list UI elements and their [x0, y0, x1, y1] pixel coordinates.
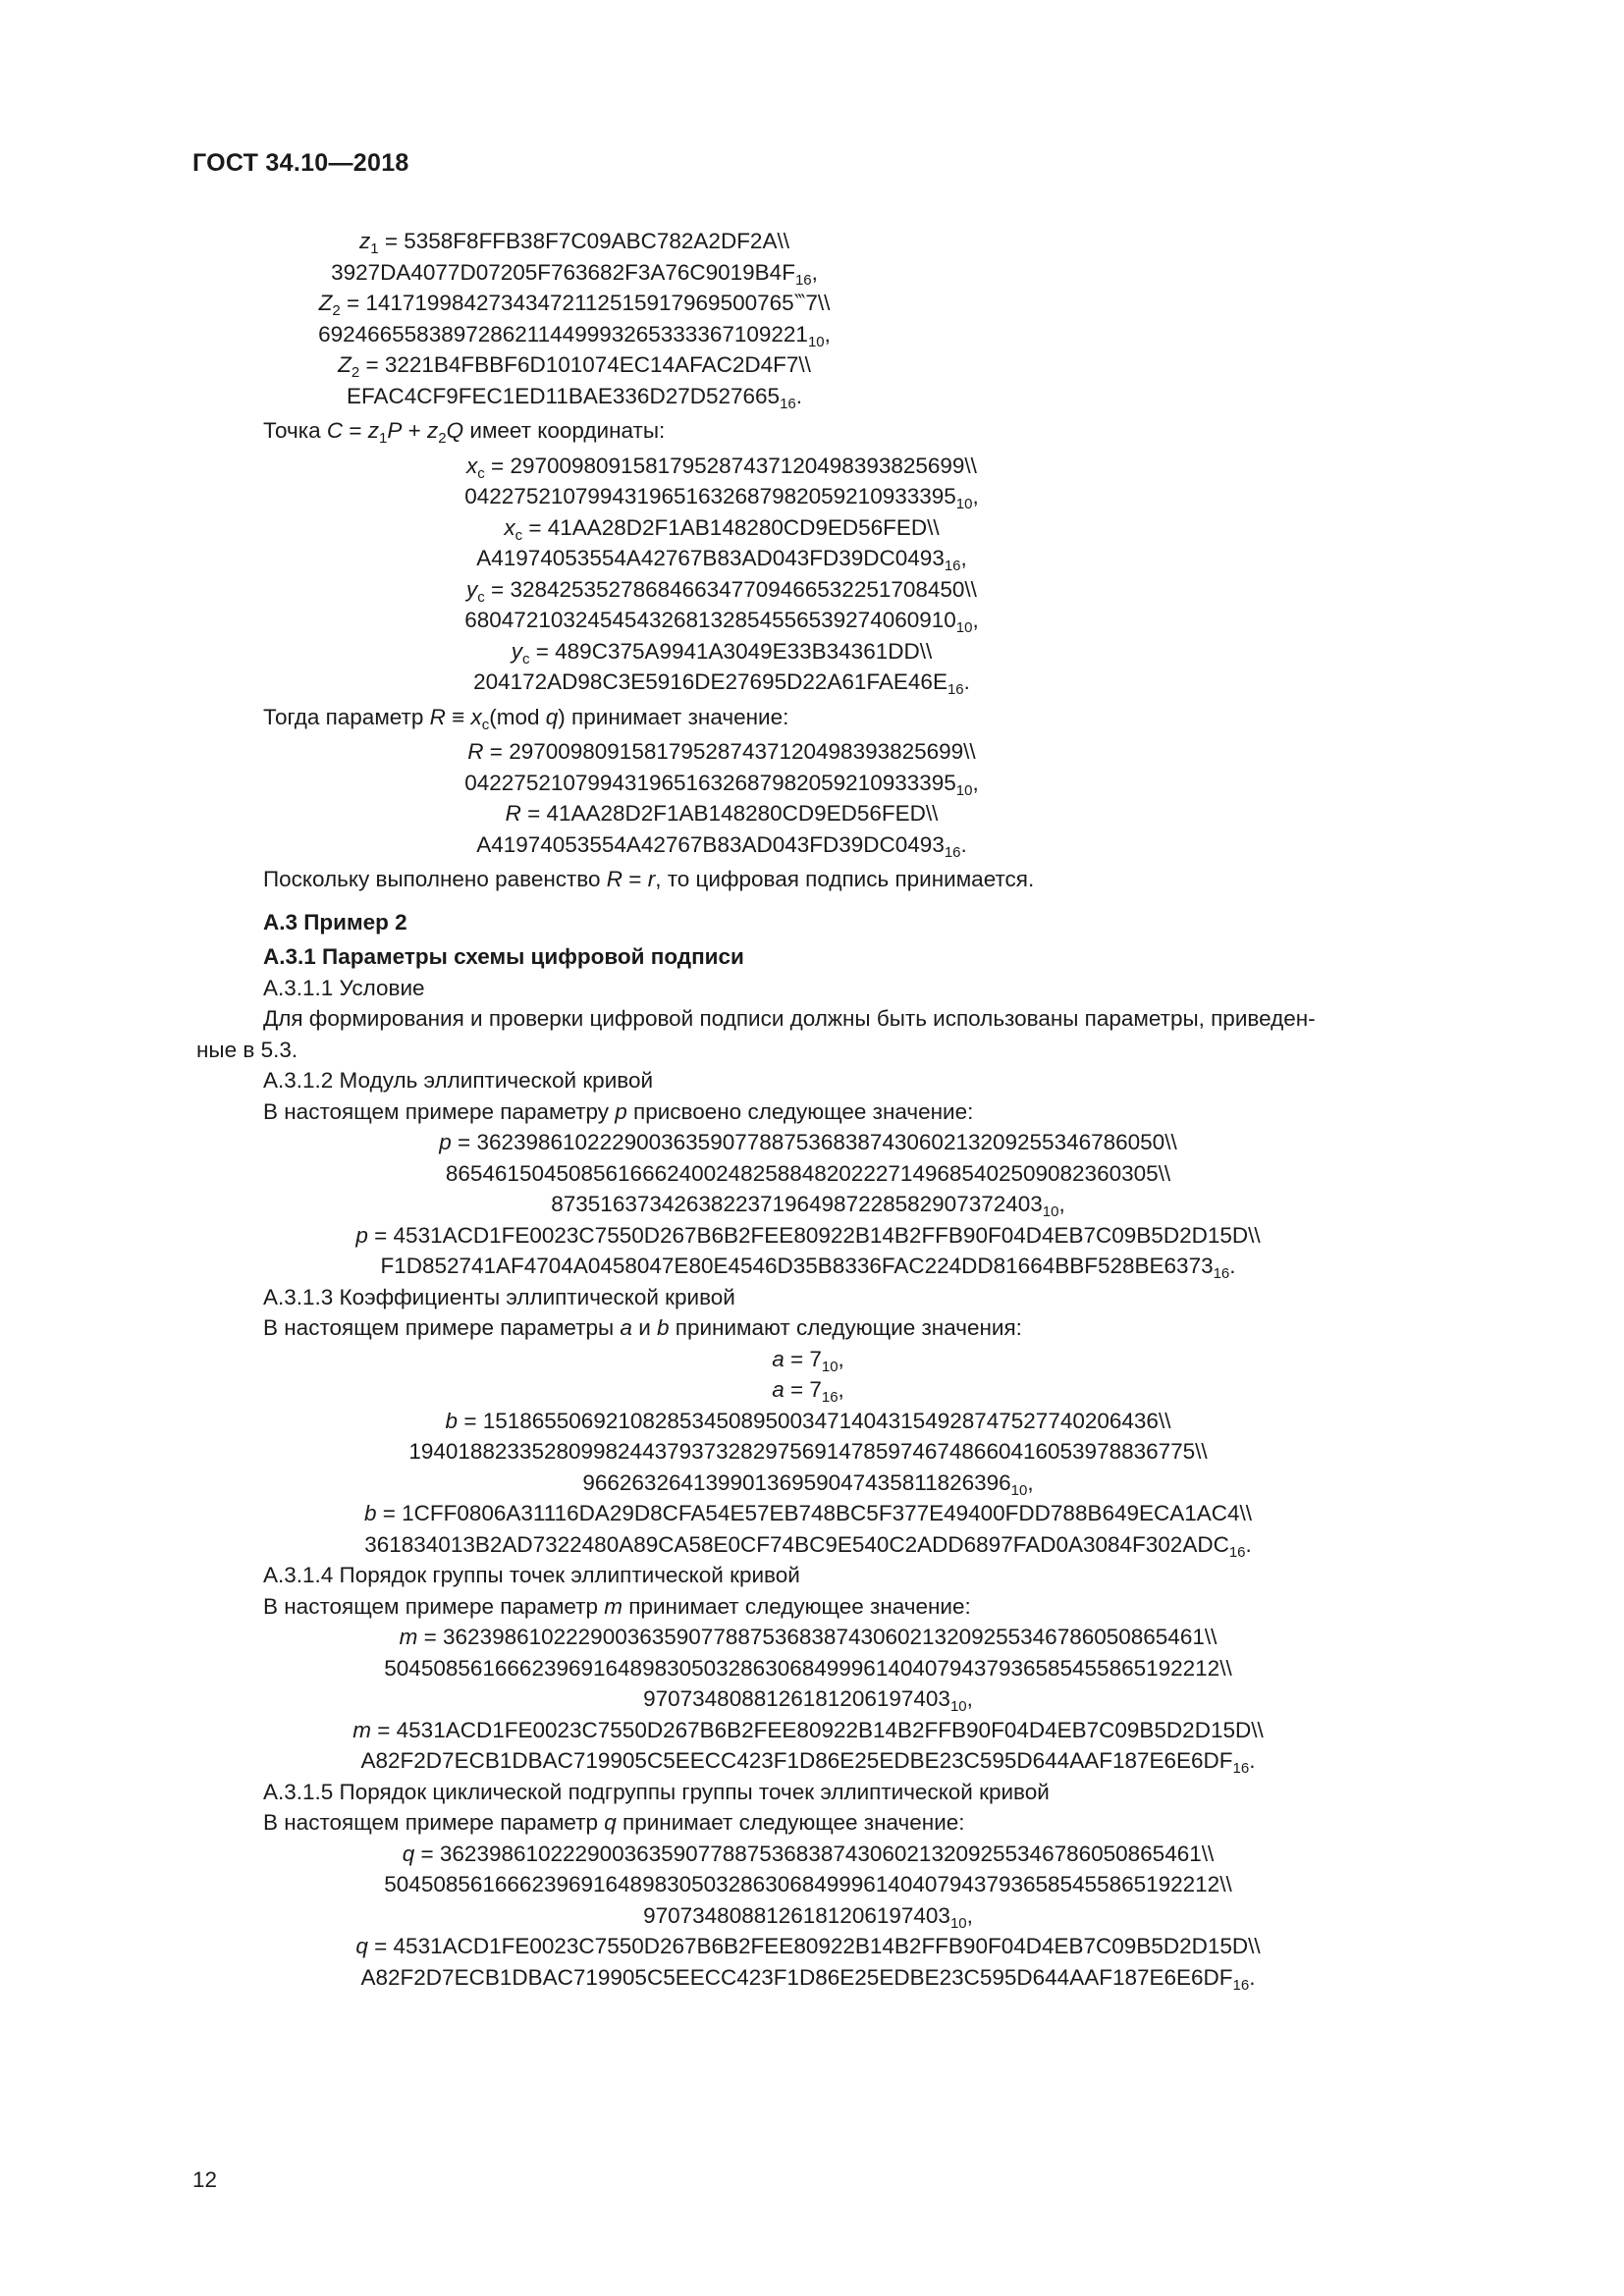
document-header: ГОСТ 34.10—2018	[192, 149, 409, 177]
formula-line: $x_c$ = 2970098091581795287437120498393825699\\	[466, 453, 977, 482]
page-number: 12	[192, 2167, 218, 2192]
formula-line: $A41974053554A42767B83AD043FD39DC0493_{16}$,	[476, 546, 967, 574]
formula-line	[263, 381, 886, 412]
formula-line: $6804721032454543268132854556539274060910_{10}$,	[464, 608, 979, 636]
formula-line: $A41974053554A42767B83AD043FD39DC0493_{16}$.	[476, 831, 967, 861]
formula-line	[263, 288, 886, 319]
formula-line: m = 36239861022290036359077887536838743060213209255346786050865461\\	[399, 1625, 1218, 1649]
formula-text: 6924665583897286211449993265333367109221	[318, 321, 808, 347]
paragraph-a315: В настоящем примере параметр q принимает следующее значение:	[263, 1810, 965, 1835]
formula-line: $a = 7_{10}$,	[772, 1346, 844, 1375]
ab-block	[263, 1344, 1520, 1561]
formula-text: = 5358F8FFB38F7C09ABC782A2DF2A\\	[378, 229, 789, 253]
formula-line: q = 36239861022290036359077887536838743060213209255346786050865461\\	[402, 1841, 1215, 1866]
subsection-a314: А.3.1.4 Порядок группы точек эллиптической кривой	[263, 1563, 800, 1587]
paragraph-a313: В настоящем примере параметры a и b принимают следующие значения:	[263, 1315, 1022, 1340]
r-block	[263, 736, 1520, 860]
formula-line: $204172AD98C3E5916DE27695D22A61FAE46E_{16}$.	[473, 669, 970, 698]
section-heading-a3: А.3 Пример 2	[263, 909, 407, 934]
m-block	[263, 1622, 1520, 1777]
conclusion-paragraph: Поскольку выполнено равенство R = r, то цифровая подпись принимается.	[263, 867, 1035, 891]
formula-line: R = 2970098091581795287437120498393825699\\	[467, 739, 976, 764]
formula-line: p = 36239861022290036359077887536838743060213209255346786050\\	[439, 1130, 1177, 1154]
formula-text: 3927DA4077D07205F763682F3A76C9019B4F	[331, 259, 795, 285]
formula-line: $F1D852741AF4704A0458047E80E4546D35B8336FAC224DD81664BBF528BE6373_{16}$.	[380, 1254, 1236, 1282]
document-body	[196, 226, 1520, 1994]
formula-line: $9707348088126181206197403_{10}$,	[643, 1902, 973, 1932]
subscript: 16	[794, 271, 812, 289]
point-c-paragraph: Точка $C = z_1P + z_2Q$ имеет координаты:	[263, 418, 666, 447]
formula-text: = 3221B4FBBF6D101074EC14AFAC2D4F7\\	[359, 352, 811, 377]
formula-line: $361834013B2AD7322480A89CA58E0CF74BC9E540C2ADD6897FAD0A3084F302ADC_{16}$.	[364, 1531, 1252, 1561]
formula-line: b = 1CFF0806A31116DA29D8CFA54E57EB748BC5F377E49400FDD788B649ECA1AC4\\	[363, 1501, 1253, 1525]
formula-line: $96626326413990136959047435811826396_{10}$,	[582, 1469, 1034, 1499]
paragraph-a312: В настоящем примере параметру p присвоено следующее значение:	[263, 1098, 974, 1124]
xc-yc-block	[263, 451, 1520, 698]
paragraph-a311	[196, 1003, 1520, 1065]
formula-line	[263, 349, 886, 381]
formula-line: R = 41AA28D2F1AB148280CD9ED56FED\\	[505, 801, 939, 826]
formula-line: $A82F2D7ECB1DBAC719905C5EECC423F1D86E25EDBE23C595D644AAF187E6E6DF_{16}$.	[360, 1748, 1256, 1777]
formula-line: 50450856166623969164898305032863068499961404079437936585455865192212\\	[384, 1655, 1232, 1681]
formula-line	[263, 226, 886, 257]
section-heading-a31: А.3.1 Параметры схемы цифровой подписи	[263, 944, 744, 969]
formula-line: $x_c$ = 41AA28D2F1AB148280CD9ED56FED\\	[504, 514, 940, 544]
formula-line: b = 1518655069210828534508950034714043154928747527740206436\\	[445, 1408, 1171, 1433]
formula-line: q = 4531ACD1FE0023C7550D267B6B2FEE80922B14B2FFB90F04D4EB7C09B5D2D15D\\	[355, 1934, 1261, 1958]
subsection-a311: А.3.1.1 Условие	[263, 975, 425, 1000]
subsection-a312: А.3.1.2 Модуль эллиптической кривой	[263, 1068, 654, 1093]
formula-line: $8735163734263822371964987228582907372403_{10}$,	[551, 1192, 1065, 1220]
subscript: 16	[780, 395, 796, 412]
subscript: 10	[807, 333, 825, 350]
subscript: 2	[332, 302, 341, 319]
r-intro-paragraph: Тогда параметр $R \equiv x_c(mod$ q) принимает значение:	[263, 704, 789, 733]
formula-line: $y_c$ = 489C375A9941A3049E33B34361DD\\	[511, 638, 933, 667]
formula-line: p = 4531ACD1FE0023C7550D267B6B2FEE80922B14B2FFB90F04D4EB7C09B5D2D15D\\	[355, 1222, 1261, 1248]
formula-text: ,	[811, 259, 818, 285]
var-z: z	[359, 229, 371, 253]
formula-text: = 14171998427343472112515917969500765‷7\\	[340, 291, 831, 315]
paragraph-a314: В настоящем примере параметр m принимает следующее значение:	[263, 1593, 971, 1619]
formula-line: $A82F2D7ECB1DBAC719905C5EECC423F1D86E25EDBE23C595D644AAF187E6E6DF_{16}$.	[360, 1964, 1256, 1994]
formula-line: $a = 7_{16}$,	[772, 1377, 844, 1406]
text-line: Для формирования и проверки цифровой подписи должны быть использованы параметры, приведен-	[263, 1006, 1316, 1031]
subsection-a313: А.3.1.3 Коэффициенты эллиптической кривой	[263, 1284, 735, 1309]
subscript: 1	[370, 240, 379, 257]
var-z: Z	[338, 352, 352, 377]
formula-line: m = 4531ACD1FE0023C7550D267B6B2FEE80922B14B2FFB90F04D4EB7C09B5D2D15D\\	[352, 1717, 1264, 1742]
q-block	[263, 1839, 1520, 1994]
formula-text: EFAC4CF9FEC1ED11BAE336D27D527665	[346, 383, 781, 408]
var-z: Z	[318, 291, 333, 315]
formula-line: 1940188233528099824437937328297569147859746748660416053978836775\\	[408, 1439, 1208, 1464]
text-line: ные в 5.3.	[196, 1037, 298, 1062]
formula-line	[263, 257, 886, 289]
p-block	[263, 1127, 1520, 1282]
formula-line: 8654615045085616662400248258848202227149685402509082360305\\	[445, 1160, 1171, 1186]
formula-text: .	[795, 383, 803, 408]
formula-line: $0422752107994319651632687982059210933395_{10}$,	[464, 484, 979, 512]
formula-text: ,	[824, 321, 831, 347]
formula-line: $0422752107994319651632687982059210933395_{10}$,	[464, 770, 979, 799]
subscript: 2	[351, 364, 360, 381]
formula-line: 50450856166623969164898305032863068499961404079437936585455865192212\\	[384, 1872, 1232, 1896]
formula-line: $9707348088126181206197403_{10}$,	[643, 1686, 973, 1715]
z-values-block	[263, 226, 1520, 411]
subsection-a315: А.3.1.5 Порядок циклической подгруппы группы точек эллиптической кривой	[263, 1779, 1050, 1804]
formula-line	[263, 319, 886, 350]
formula-line: $y_c$ = 3284253527868466347709466532251708450\\	[466, 576, 977, 606]
